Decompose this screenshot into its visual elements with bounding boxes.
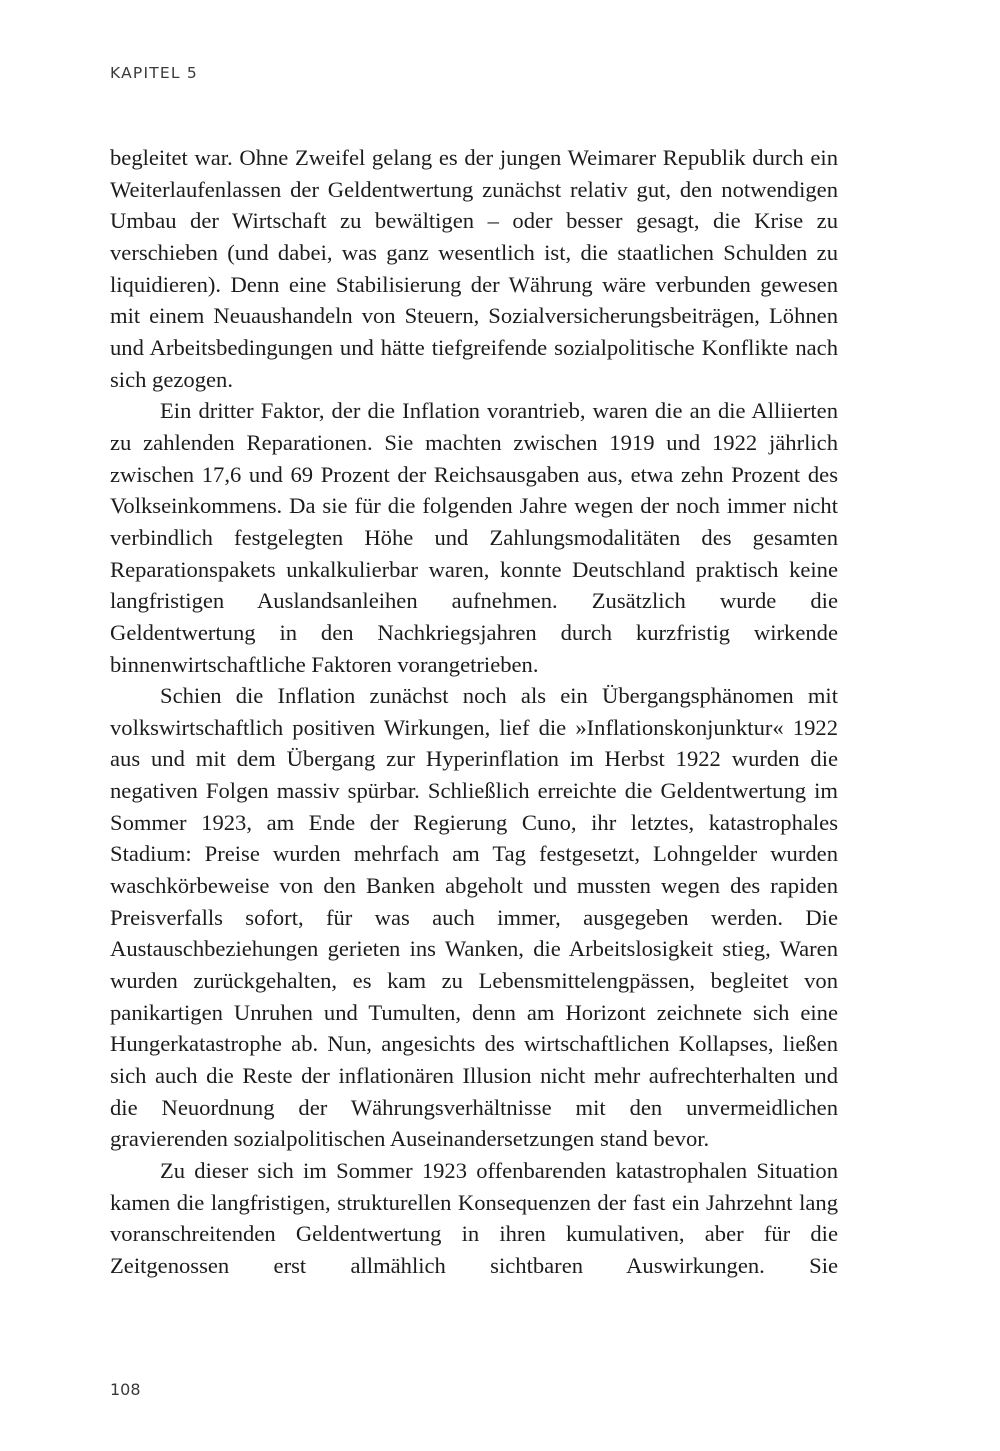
paragraph-3: Schien die Inflation zunächst noch als ein Übergangsphänomen mit volkswirtschaftlich positiven Wirkungen, lief die »Inflationskonjunktur« 1922 aus und mit dem Übergang zur Hyperinflation im Herbst 1922 wurden die negativen Folgen massiv spürbar. Schließlich erreichte die Geldentwertung im Sommer 1923, am Ende der Regierung Cuno, ihr letztes, katastrophales Stadium: Preise wurden mehrfach am Tag festgesetzt, Lohngelder wurden waschkörbeweise von den Banken abgeholt und mussten wegen des rapiden Preisverfalls sofort, für was auch immer, ausgegeben werden. Die Austauschbeziehungen gerieten ins Wanken, die Arbeitslosigkeit stieg, Waren wurden zurückgehalten, es kam zu Lebensmittelengpässen, begleitet von panikartigen Unruhen und Tumulten, denn am Horizont zeichnete sich eine Hungerkatastrophe ab. Nun, angesichts des wirtschaftlichen Kollapses, ließen sich auch die Reste der inflationären Illusion nicht mehr aufrechterhalten und die Neuordnung der Währungsverhältnisse mit den unvermeidlichen gravierenden sozialpolitischen Auseinandersetzungen stand bevor. — [110, 683, 838, 1152]
paragraph-1: begleitet war. Ohne Zweifel gelang es der jungen Weimarer Republik durch ein Weiterlaufenlassen der Geldentwertung zunächst relativ gut, den notwendigen Umbau der Wirtschaft zu bewältigen – oder besser gesagt, die Krise zu verschieben (und dabei, was ganz wesentlich ist, die staatlichen Schulden zu liquidieren). Denn eine Stabilisierung der Währung wäre verbunden gewesen mit einem Neuaushandeln von Steuern, Sozialversicherungsbeiträgen, Löhnen und Arbeitsbedingungen und hätte tiefgreifende sozialpolitische Konflikte nach sich gezogen. — [110, 145, 838, 392]
paragraph-4: Zu dieser sich im Sommer 1923 offenbarenden katastrophalen Situation kamen die langfristigen, strukturellen Konsequenzen der fast ein Jahrzehnt lang voranschreitenden Geldentwertung in ihren kumulativen, aber für die Zeitgenossen erst allmählich sichtbaren Auswirkungen. Sie — [110, 1158, 838, 1278]
paragraph-2: Ein dritter Faktor, der die Inflation vorantrieb, waren die an die Alliierten zu zahlenden Reparationen. Sie machten zwischen 1919 und 1922 jährlich zwischen 17,6 und 69 Prozent der Reichsausgaben aus, etwa zehn Prozent des Volkseinkommens. Da sie für die folgenden Jahre wegen der noch immer nicht verbindlich festgelegten Höhe und Zahlungsmodalitäten des gesamten Reparationspakets unkalkulierbar waren, konnte Deutschland praktisch keine langfristigen Auslandsanleihen aufnehmen. Zusätzlich wurde die Geldentwertung in den Nachkriegsjahren durch kurzfristig wirkende binnenwirtschaftliche Faktoren vorangetrieben. — [110, 398, 838, 677]
page-number: 108 — [110, 1380, 141, 1399]
body-text — [110, 142, 838, 1282]
running-head: KAPITEL 5 — [110, 64, 198, 82]
